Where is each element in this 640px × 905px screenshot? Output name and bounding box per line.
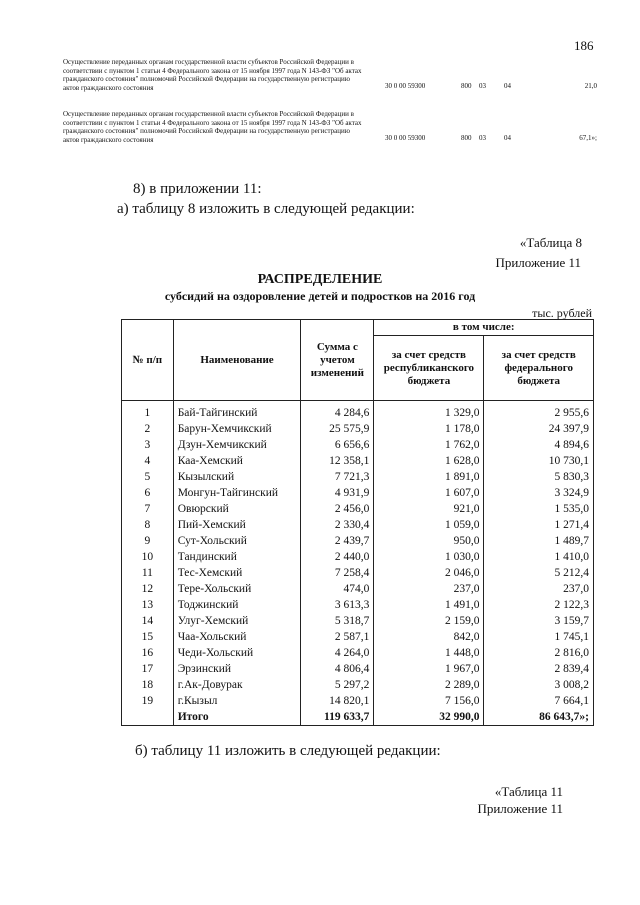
- row-sum: 4 806,4: [301, 661, 374, 677]
- row-name: Тере-Хольский: [173, 581, 301, 597]
- row-federal: 10 730,1: [484, 453, 594, 469]
- budget-row-description: Осуществление переданных органам государственной власти субъектов Российской Федерации в соответствии с пунктом 1 статьи 4 Федерального закона от 15 ноября 1997 года N 143-ФЗ "Об актах гражданского состояния" полномочий Российской Федерации на государственную регистрацию актов гражданского состояния: [63, 110, 362, 144]
- row-sum: 25 575,9: [301, 421, 374, 437]
- table-row: [122, 661, 594, 677]
- table-row: [122, 485, 594, 501]
- distribution-table-body: [122, 401, 594, 726]
- row-number: 19: [122, 693, 174, 709]
- budget-row-subsection: 04: [504, 134, 511, 142]
- row-federal: 3 324,9: [484, 485, 594, 501]
- row-number: 7: [122, 501, 174, 517]
- row-republic: 2 159,0: [374, 613, 484, 629]
- row-number: 17: [122, 661, 174, 677]
- table-row: [122, 581, 594, 597]
- budget-row-section: 03: [479, 134, 486, 142]
- total-sum: 119 633,7: [301, 709, 374, 726]
- row-number: 18: [122, 677, 174, 693]
- row-number: 9: [122, 533, 174, 549]
- row-federal: 1 410,0: [484, 549, 594, 565]
- row-federal: 2 122,3: [484, 597, 594, 613]
- row-number: 11: [122, 565, 174, 581]
- row-name: Эрзинский: [173, 661, 301, 677]
- row-name: Пий-Хемский: [173, 517, 301, 533]
- row-republic: 950,0: [374, 533, 484, 549]
- table-row: [122, 401, 594, 422]
- row-number: 8: [122, 517, 174, 533]
- row-republic: 842,0: [374, 629, 484, 645]
- page-number: 186: [574, 38, 594, 53]
- row-republic: 1 178,0: [374, 421, 484, 437]
- row-name: Сут-Хольский: [173, 533, 301, 549]
- row-federal: 1 271,4: [484, 517, 594, 533]
- row-number: 15: [122, 629, 174, 645]
- row-federal: 3 008,2: [484, 677, 594, 693]
- row-sum: 7 258,4: [301, 565, 374, 581]
- row-number: 6: [122, 485, 174, 501]
- row-sum: 2 456,0: [301, 501, 374, 517]
- total-federal: 86 643,7»;: [484, 709, 594, 726]
- table-row: [122, 629, 594, 645]
- row-sum: 2 440,0: [301, 549, 374, 565]
- table-row: [122, 549, 594, 565]
- total-republic: 32 990,0: [374, 709, 484, 726]
- row-name: г.Кызыл: [173, 693, 301, 709]
- budget-row: [63, 110, 603, 162]
- row-federal: 1 489,7: [484, 533, 594, 549]
- row-republic: 1 762,0: [374, 437, 484, 453]
- row-name: Бай-Тайгинский: [173, 401, 301, 422]
- appendix-11-label: Приложение 11: [495, 255, 581, 270]
- row-number: 10: [122, 549, 174, 565]
- row-federal: 5 830,3: [484, 469, 594, 485]
- row-number: 13: [122, 597, 174, 613]
- header-name: Наименование: [173, 320, 301, 401]
- row-republic: 7 156,0: [374, 693, 484, 709]
- header-federal: за счет средств федерального бюджета: [484, 336, 594, 401]
- row-name: Каа-Хемский: [173, 453, 301, 469]
- row-number: 5: [122, 469, 174, 485]
- total-row-blank: [122, 709, 174, 726]
- row-republic: 1 329,0: [374, 401, 484, 422]
- row-sum: 5 318,7: [301, 613, 374, 629]
- row-name: Монгун-Тайгинский: [173, 485, 301, 501]
- table-row: [122, 421, 594, 437]
- row-sum: 2 330,4: [301, 517, 374, 533]
- row-republic: 1 607,0: [374, 485, 484, 501]
- row-name: Дзун-Хемчикский: [173, 437, 301, 453]
- table-title: РАСПРЕДЕЛЕНИЕ: [257, 272, 383, 287]
- row-republic: 237,0: [374, 581, 484, 597]
- table-11-label: «Таблица 11: [494, 784, 563, 799]
- budget-row-subsection: 04: [504, 82, 511, 90]
- budget-row: [63, 58, 603, 110]
- row-republic: 2 046,0: [374, 565, 484, 581]
- distribution-table: [121, 319, 594, 726]
- budget-row-expense-type: 800: [461, 134, 472, 142]
- row-number: 16: [122, 645, 174, 661]
- total-row: [122, 709, 594, 726]
- row-number: 14: [122, 613, 174, 629]
- budget-row-expense-type: 800: [461, 82, 472, 90]
- row-federal: 2 955,6: [484, 401, 594, 422]
- row-republic: 1 491,0: [374, 597, 484, 613]
- row-sum: 2 587,1: [301, 629, 374, 645]
- row-federal: 7 664,1: [484, 693, 594, 709]
- units-label: тыс. рублей: [532, 306, 592, 320]
- row-republic: 921,0: [374, 501, 484, 517]
- row-federal: 3 159,7: [484, 613, 594, 629]
- item-8-heading: 8) в приложении 11:: [133, 181, 262, 197]
- item-a-instruction: а) таблицу 8 изложить в следующей редакции:: [117, 201, 415, 217]
- row-sum: 474,0: [301, 581, 374, 597]
- row-sum: 12 358,1: [301, 453, 374, 469]
- row-name: Тоджинский: [173, 597, 301, 613]
- row-sum: 4 284,6: [301, 401, 374, 422]
- header-including: в том числе:: [374, 320, 594, 336]
- table-row: [122, 565, 594, 581]
- budget-row-code: 30 0 00 59300: [385, 134, 426, 142]
- table-row: [122, 613, 594, 629]
- table-row: [122, 469, 594, 485]
- row-sum: 14 820,1: [301, 693, 374, 709]
- row-federal: 4 894,6: [484, 437, 594, 453]
- row-number: 1: [122, 401, 174, 422]
- row-name: Тес-Хемский: [173, 565, 301, 581]
- row-sum: 5 297,2: [301, 677, 374, 693]
- total-label: Итого: [173, 709, 301, 726]
- header-sum: Сумма с учетом изменений: [301, 320, 374, 401]
- row-name: Кызылский: [173, 469, 301, 485]
- table-row: [122, 501, 594, 517]
- row-republic: 1 891,0: [374, 469, 484, 485]
- row-federal: 24 397,9: [484, 421, 594, 437]
- table-row: [122, 597, 594, 613]
- row-republic: 1 628,0: [374, 453, 484, 469]
- row-number: 3: [122, 437, 174, 453]
- row-federal: 1 745,1: [484, 629, 594, 645]
- row-republic: 1 059,0: [374, 517, 484, 533]
- table-row: [122, 533, 594, 549]
- table-row: [122, 693, 594, 709]
- budget-row-description: Осуществление переданных органам государственной власти субъектов Российской Федерации в соответствии с пунктом 1 статьи 4 Федерального закона от 15 ноября 1997 года N 143-ФЗ "Об актах гражданского состояния" полномочий Российской Федерации на государственную регистрацию актов гражданского состояния: [63, 58, 362, 92]
- row-name: Улуг-Хемский: [173, 613, 301, 629]
- row-republic: 2 289,0: [374, 677, 484, 693]
- row-number: 12: [122, 581, 174, 597]
- budget-table-fragment: [63, 58, 603, 162]
- row-federal: 237,0: [484, 581, 594, 597]
- row-name: Чеди-Хольский: [173, 645, 301, 661]
- table-row: [122, 453, 594, 469]
- row-federal: 5 212,4: [484, 565, 594, 581]
- row-federal: 2 839,4: [484, 661, 594, 677]
- header-republic: за счет средств республиканского бюджета: [374, 336, 484, 401]
- row-sum: 4 931,9: [301, 485, 374, 501]
- row-sum: 3 613,3: [301, 597, 374, 613]
- appendix-11-label-2: Приложение 11: [477, 801, 563, 816]
- table-row: [122, 437, 594, 453]
- row-federal: 2 816,0: [484, 645, 594, 661]
- row-number: 4: [122, 453, 174, 469]
- table-row: [122, 517, 594, 533]
- row-federal: 1 535,0: [484, 501, 594, 517]
- header-num: № п/п: [122, 320, 174, 401]
- row-republic: 1 030,0: [374, 549, 484, 565]
- item-b-instruction: б) таблицу 11 изложить в следующей редакции:: [135, 743, 441, 759]
- row-sum: 4 264,0: [301, 645, 374, 661]
- table-row: [122, 645, 594, 661]
- row-sum: 6 656,6: [301, 437, 374, 453]
- row-sum: 2 439,7: [301, 533, 374, 549]
- row-sum: 7 721,3: [301, 469, 374, 485]
- budget-row-sum: 21,0: [584, 82, 597, 90]
- row-republic: 1 448,0: [374, 645, 484, 661]
- budget-row-sum: 67,1»;: [579, 134, 597, 142]
- budget-row-code: 30 0 00 59300: [385, 82, 426, 90]
- row-republic: 1 967,0: [374, 661, 484, 677]
- table-8-label: «Таблица 8: [519, 235, 582, 250]
- budget-row-section: 03: [479, 82, 486, 90]
- table-subtitle: субсидий на оздоровление детей и подростков на 2016 год: [164, 289, 476, 303]
- row-name: Тандинский: [173, 549, 301, 565]
- row-name: Овюрский: [173, 501, 301, 517]
- table-row: [122, 677, 594, 693]
- row-number: 2: [122, 421, 174, 437]
- row-name: г.Ак-Довурак: [173, 677, 301, 693]
- row-name: Чаа-Хольский: [173, 629, 301, 645]
- row-name: Барун-Хемчикский: [173, 421, 301, 437]
